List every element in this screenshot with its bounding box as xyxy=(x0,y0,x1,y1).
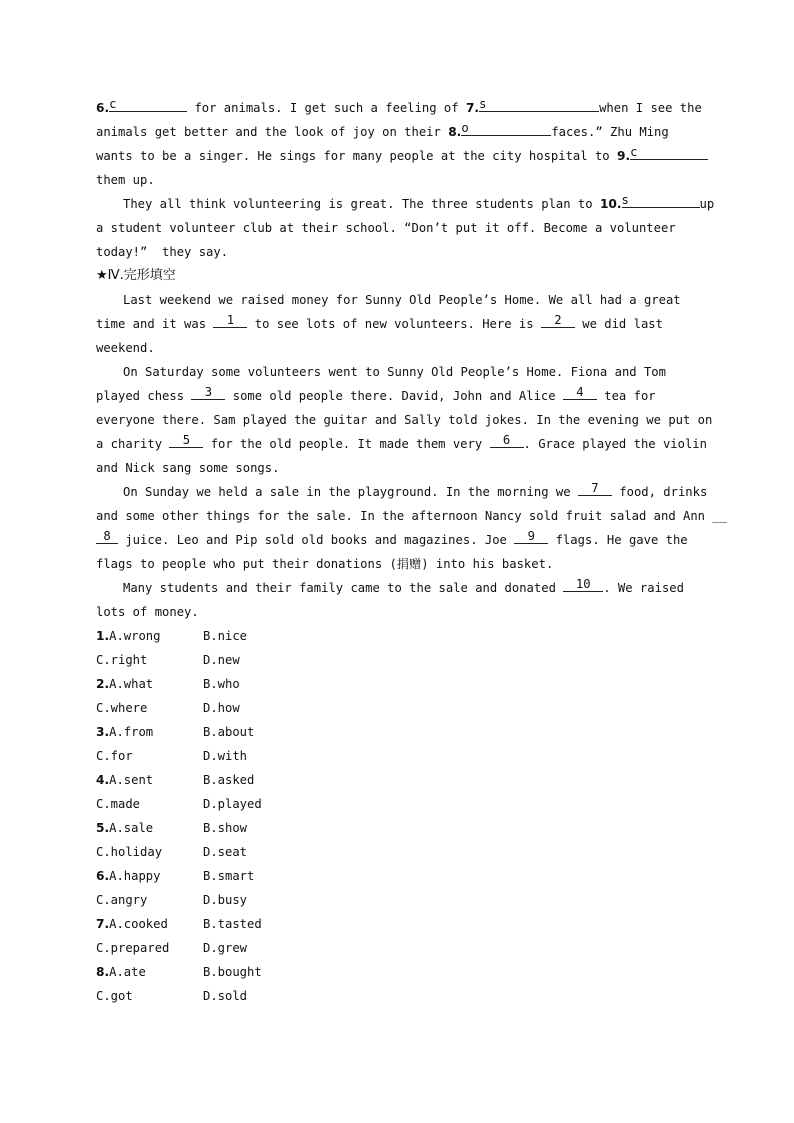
question-number: 7. xyxy=(465,101,480,115)
text-line: a student volunteer club at their school. “Don’t put it off. Become a volunteer xyxy=(96,221,676,235)
option-b[interactable]: B.show xyxy=(203,821,248,835)
answer-blank[interactable]: s xyxy=(622,193,700,208)
cloze-passage xyxy=(96,288,728,624)
cloze-blank[interactable]: 8 xyxy=(96,529,118,544)
option-c[interactable]: C.got xyxy=(96,989,133,1003)
text-line: On Saturday some volunteers went to Sunny Old People’s Home. Fiona and Tom xyxy=(123,365,666,379)
option-row xyxy=(96,696,696,720)
option-b[interactable]: B.about xyxy=(203,725,255,739)
option-row xyxy=(96,672,696,696)
option-row xyxy=(96,792,696,816)
option-d[interactable]: D.how xyxy=(203,701,240,715)
text-line: 8 juice. Leo and Pip sold old books and magazines. Joe 9 flags. He gave the xyxy=(96,528,696,552)
question-number: 1. xyxy=(96,629,110,643)
question-number: 8. xyxy=(448,125,462,139)
cloze-blank[interactable]: 1 xyxy=(213,313,247,328)
text-line: today!” they say. xyxy=(96,245,229,259)
text-line: time and it was 1 to see lots of new volunteers. Here is 2 we did last xyxy=(96,313,663,331)
text-line: lots of money. xyxy=(96,605,199,619)
text-line: wants to be a singer. He sings for many people at the city hospital to 9.c xyxy=(96,144,696,168)
worksheet-page xyxy=(96,96,728,1008)
option-a[interactable]: 4.A.sent xyxy=(96,773,154,787)
option-d[interactable]: D.grew xyxy=(203,941,248,955)
option-row xyxy=(96,864,696,888)
question-number: 10. xyxy=(599,197,622,211)
option-row xyxy=(96,648,696,672)
question-number: 8. xyxy=(96,965,110,979)
option-d[interactable]: D.seat xyxy=(203,845,248,859)
option-c[interactable]: C.right xyxy=(96,653,148,667)
cloze-blank[interactable]: 5 xyxy=(169,433,203,448)
answer-options xyxy=(96,624,696,1008)
option-c[interactable]: C.made xyxy=(96,797,141,811)
text-line: them up. xyxy=(96,173,155,187)
text-line: Last weekend we raised money for Sunny Old People’s Home. We all had a great xyxy=(123,293,681,307)
cloze-blank[interactable]: 6 xyxy=(490,433,524,448)
option-b[interactable]: B.nice xyxy=(203,629,248,643)
text-line: 6.c for animals. I get such a feeling of 7.s when I see the xyxy=(96,97,702,115)
option-d[interactable]: D.busy xyxy=(203,893,248,907)
text-line: and some other things for the sale. In the afternoon Nancy sold fruit salad and Ann __ xyxy=(96,509,728,523)
text-line: everyone there. Sam played the guitar and Sally told jokes. In the evening we put on xyxy=(96,413,713,427)
cloze-blank[interactable]: 9 xyxy=(514,529,548,544)
fill-in-section xyxy=(96,96,715,264)
option-d[interactable]: D.new xyxy=(203,653,240,667)
option-a[interactable]: 1.A.wrong xyxy=(96,629,161,643)
option-a[interactable]: 6.A.happy xyxy=(96,869,161,883)
text-line: On Sunday we held a sale in the playground. In the morning we 7 food, drinks xyxy=(123,481,708,499)
option-row xyxy=(96,720,696,744)
question-number: 9. xyxy=(616,149,631,163)
section-heading: ★Ⅳ.完形填空 xyxy=(96,268,176,283)
option-row xyxy=(96,624,696,648)
option-b[interactable]: B.asked xyxy=(203,773,255,787)
option-b[interactable]: B.smart xyxy=(203,869,255,883)
option-a[interactable]: 5.A.sale xyxy=(96,821,154,835)
answer-blank[interactable]: s xyxy=(479,97,599,112)
text-line: Many students and their family came to the sale and donated 10 . We raised xyxy=(123,577,684,595)
question-number: 7. xyxy=(96,917,110,931)
option-d[interactable]: D.with xyxy=(203,749,248,763)
option-row xyxy=(96,816,696,840)
answer-blank[interactable]: c xyxy=(109,97,187,112)
option-a[interactable]: 7.A.cooked xyxy=(96,917,168,931)
text-line: played chess 3 some old people there. David, John and Alice 4 tea for xyxy=(96,385,656,403)
text-line: a charity 5 for the old people. It made them very 6 . Grace played the violin xyxy=(96,433,707,451)
option-a[interactable]: 3.A.from xyxy=(96,725,154,739)
cloze-blank[interactable]: 7 xyxy=(578,481,612,496)
text-line: animals get better and the look of joy on their 8.o faces.” Zhu Ming xyxy=(96,121,669,139)
option-c[interactable]: C.for xyxy=(96,749,133,763)
option-row xyxy=(96,744,696,768)
option-a[interactable]: 8.A.ate xyxy=(96,965,146,979)
option-d[interactable]: D.sold xyxy=(203,989,248,1003)
option-b[interactable]: B.bought xyxy=(203,965,262,979)
answer-blank[interactable]: o xyxy=(461,121,551,136)
question-number: 4. xyxy=(96,773,110,787)
question-number: 6. xyxy=(96,869,110,883)
cloze-blank[interactable]: 10 xyxy=(563,577,603,592)
question-number: 5. xyxy=(96,821,110,835)
option-b[interactable]: B.who xyxy=(203,677,240,691)
question-number: 2. xyxy=(96,677,110,691)
option-row xyxy=(96,768,696,792)
question-number: 3. xyxy=(96,725,110,739)
option-c[interactable]: C.where xyxy=(96,701,148,715)
option-c[interactable]: C.angry xyxy=(96,893,148,907)
option-row xyxy=(96,840,696,864)
option-row xyxy=(96,912,696,936)
question-number: 6. xyxy=(96,101,110,115)
option-c[interactable]: C.holiday xyxy=(96,845,163,859)
text-line: flags to people who put their donations (捐赠) into his basket. xyxy=(96,557,554,571)
option-b[interactable]: B.tasted xyxy=(203,917,262,931)
text-line: weekend. xyxy=(96,341,155,355)
option-row xyxy=(96,936,696,960)
option-c[interactable]: C.prepared xyxy=(96,941,170,955)
option-row xyxy=(96,984,696,1008)
text-line: and Nick sang some songs. xyxy=(96,461,280,475)
cloze-blank[interactable]: 4 xyxy=(563,385,597,400)
cloze-blank[interactable]: 3 xyxy=(191,385,225,400)
option-a[interactable]: 2.A.what xyxy=(96,677,154,691)
option-row xyxy=(96,960,696,984)
option-d[interactable]: D.played xyxy=(203,797,262,811)
text-line: They all think volunteering is great. The three students plan to 10.s up xyxy=(123,193,715,211)
option-row xyxy=(96,888,696,912)
cloze-blank[interactable]: 2 xyxy=(541,313,575,328)
answer-blank[interactable]: c xyxy=(630,145,708,160)
